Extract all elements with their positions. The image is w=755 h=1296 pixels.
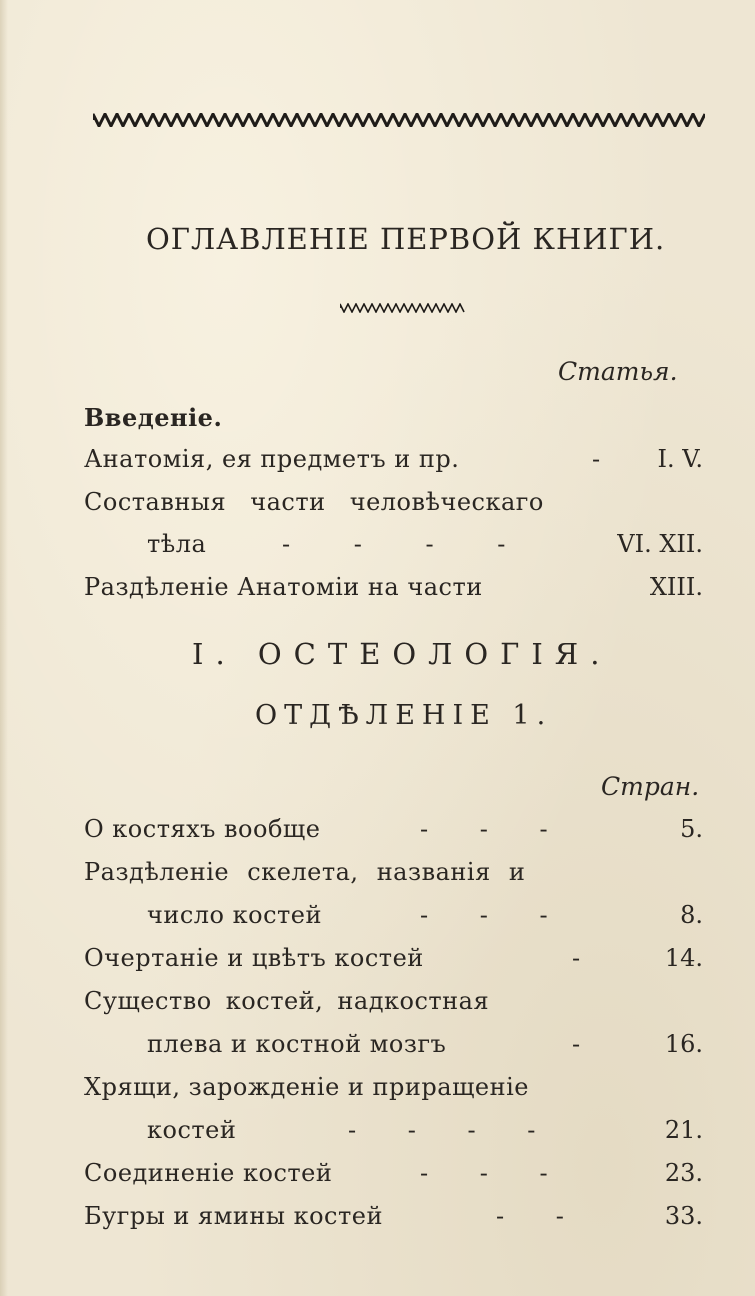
article-ref: I. V. [657,445,703,473]
article-ref: XIII. [649,573,703,601]
column-heading-page: Стран. [601,772,700,801]
dot-leader: - - [496,1202,564,1230]
dot-leader: - - - - [348,1116,536,1144]
column-heading-article: Статья. [558,357,678,386]
page-number: 14. [664,944,703,972]
entry-title-line: Существо костей, надкостная [84,987,490,1015]
section-title: I. ОСТЕОЛОГІЯ. [192,637,612,671]
entry-title-line: Раздѣленіе Анатоміи на части [84,573,483,601]
page-number: 21. [664,1116,703,1144]
page-number: 23. [664,1159,703,1187]
entry-title-line: костей [147,1116,237,1144]
page-number: 5. [680,815,703,843]
dot-leader: - - - [420,815,548,843]
ornamental-rule-top [93,113,705,127]
entry-title-line: Очертаніе и цвѣтъ костей [84,944,424,972]
page-title: ОГЛАВЛЕНІЕ ПЕРВОЙ КНИГИ. [146,222,666,256]
entry-title-line: Раздѣленіе скелета, названія и [84,858,526,886]
dot-leader: - [572,1030,581,1058]
dot-leader: - - - [420,901,548,929]
entry-title-line: плева и костной мозгъ [147,1030,447,1058]
entry-title-line: О костяхъ вообще [84,815,321,843]
ornamental-rule-small [340,303,465,313]
entry-title-line: число костей [147,901,322,929]
page-number: 16. [664,1030,703,1058]
intro-heading: Введеніе. [84,403,223,432]
entry-title-line: Соединеніе костей [84,1159,333,1187]
page-number: 8. [680,901,703,929]
subsection-title: ОТДѢЛЕНІЕ 1. [255,700,553,731]
entry-title-line: Бугры и ямины костей [84,1202,383,1230]
dot-leader: - [572,944,581,972]
entry-title-line: Анатомія, ея предметъ и пр. [84,445,460,473]
dot-leader: - - - [420,1159,548,1187]
dot-leader: - - - - [282,530,506,558]
page-number: 33. [664,1202,703,1230]
article-ref: VI. XII. [617,530,703,558]
entry-title-line: тѣла [147,530,207,558]
dot-leader: - [592,445,601,473]
entry-title-line: Хрящи, зарожденіе и приращеніе [84,1073,529,1101]
entry-title-line: Составныя части человѣческаго [84,488,544,516]
